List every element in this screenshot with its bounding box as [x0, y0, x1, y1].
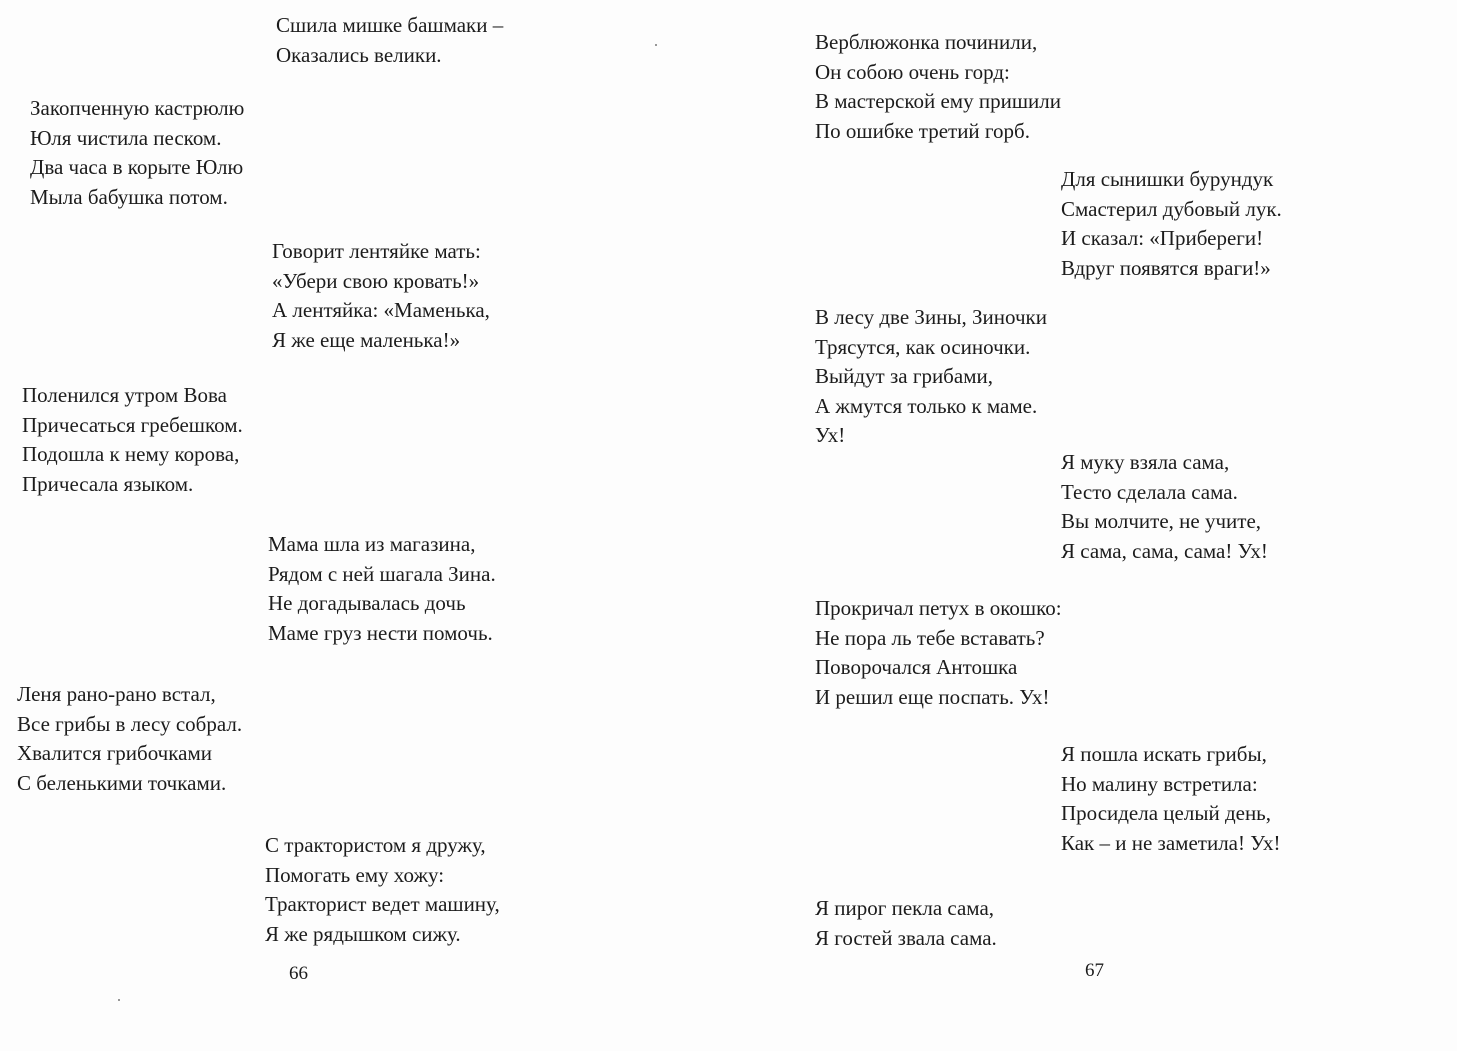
stanza: [268, 530, 496, 648]
stanza: [815, 894, 997, 953]
poem-line: Трясутся, как осиночки.: [815, 334, 1031, 359]
poem-line: Вы молчите, не учите,: [1061, 509, 1262, 533]
poem-line: Маме груз нести помочь.: [268, 620, 493, 645]
poem-line: Два часа в корыте Юлю: [30, 155, 244, 179]
scan-speck: [655, 44, 657, 46]
poem-line: Сшила мишке башмаки –: [276, 13, 504, 37]
stanza: [1061, 165, 1282, 283]
poem-line: Как – и не заметила! Ух!: [1061, 830, 1281, 855]
right-page: [728, 0, 1457, 1051]
scan-speck: [118, 999, 120, 1001]
poem-line: Мама шла из магазина,: [268, 532, 476, 556]
poem-line: Оказались велики.: [276, 42, 442, 67]
poem-line: Но малину встретила:: [1061, 771, 1258, 796]
poem-line: И решил еще поспать. Ух!: [815, 684, 1050, 709]
poem-line: Поворочался Антошка: [815, 655, 1018, 679]
poem-line: Причесала языком.: [22, 471, 194, 496]
poem-line: Я пошла искать грибы,: [1061, 742, 1267, 766]
poem-line: В мастерской ему пришили: [815, 89, 1061, 113]
stanza: [815, 303, 1047, 451]
poem-line: Не пора ль тебе вставать?: [815, 625, 1045, 650]
poem-line: Хвалится грибочками: [17, 741, 212, 765]
stanza: [17, 680, 242, 798]
poem-line: Я гостей звала сама.: [815, 925, 997, 950]
poem-line: Смастерил дубовый лук.: [1061, 196, 1282, 221]
page-number: 67: [1085, 960, 1104, 981]
poem-line: Закопченную кастрюлю: [30, 96, 245, 120]
poem-line: Тесто сделала сама.: [1061, 479, 1238, 504]
poem-line: В лесу две Зины, Зиночки: [815, 305, 1047, 329]
page-number: 66: [289, 963, 308, 984]
left-page: [0, 0, 728, 1051]
poem-line: Он собою очень горд:: [815, 59, 1010, 84]
poem-line: Причесаться гребешком.: [22, 412, 243, 437]
poem-line: Я же рядышком сижу.: [265, 921, 461, 946]
stanza: [815, 594, 1062, 712]
stanza: [1061, 740, 1281, 858]
poem-line: Вдруг появятся враги!»: [1061, 255, 1271, 280]
stanza: [815, 28, 1061, 146]
poem-line: С трактористом я дружу,: [265, 833, 486, 857]
poem-line: Юля чистила песком.: [30, 125, 222, 150]
poem-line: Ух!: [815, 423, 846, 447]
poem-line: Не догадывалась дочь: [268, 591, 466, 615]
stanza: [265, 831, 500, 949]
poem-line: Для сынишки бурундук: [1061, 167, 1274, 191]
poem-line: Я пирог пекла сама,: [815, 896, 995, 920]
poem-line: Рядом с ней шагала Зина.: [268, 561, 496, 586]
poem-line: Помогать ему хожу:: [265, 862, 445, 887]
poem-line: Прокричал петух в окошко:: [815, 596, 1062, 620]
poem-line: Выйдут за грибами,: [815, 364, 993, 388]
poem-line: С беленькими точками.: [17, 770, 227, 795]
poem-line: Леня рано-рано встал,: [17, 682, 216, 706]
poem-line: Я же еще маленька!»: [272, 327, 461, 352]
stanza: [22, 381, 243, 499]
poem-line: По ошибке третий горб.: [815, 118, 1030, 143]
poem-line: И сказал: «Прибереги!: [1061, 226, 1264, 250]
poem-line: А жмутся только к маме.: [815, 393, 1038, 418]
stanza: [1061, 448, 1268, 566]
poem-line: Верблюжонка починили,: [815, 30, 1038, 54]
poem-line: А лентяйка: «Маменька,: [272, 298, 490, 322]
poem-line: Тракторист ведет машину,: [265, 892, 500, 916]
poem-line: Говорит лентяйке мать:: [272, 239, 481, 263]
poem-line: Я сама, сама, сама! Ух!: [1061, 538, 1268, 563]
poem-line: Поленился утром Вова: [22, 383, 227, 407]
poem-line: Мыла бабушка потом.: [30, 184, 228, 209]
poem-line: «Убери свою кровать!»: [272, 268, 480, 293]
poem-line: Все грибы в лесу собрал.: [17, 711, 243, 736]
poem-line: Подошла к нему корова,: [22, 442, 240, 466]
poem-line: Я муку взяла сама,: [1061, 450, 1230, 474]
stanza: [30, 94, 244, 212]
stanza: [276, 11, 503, 70]
poem-line: Просидела целый день,: [1061, 801, 1272, 825]
stanza: [272, 237, 490, 355]
